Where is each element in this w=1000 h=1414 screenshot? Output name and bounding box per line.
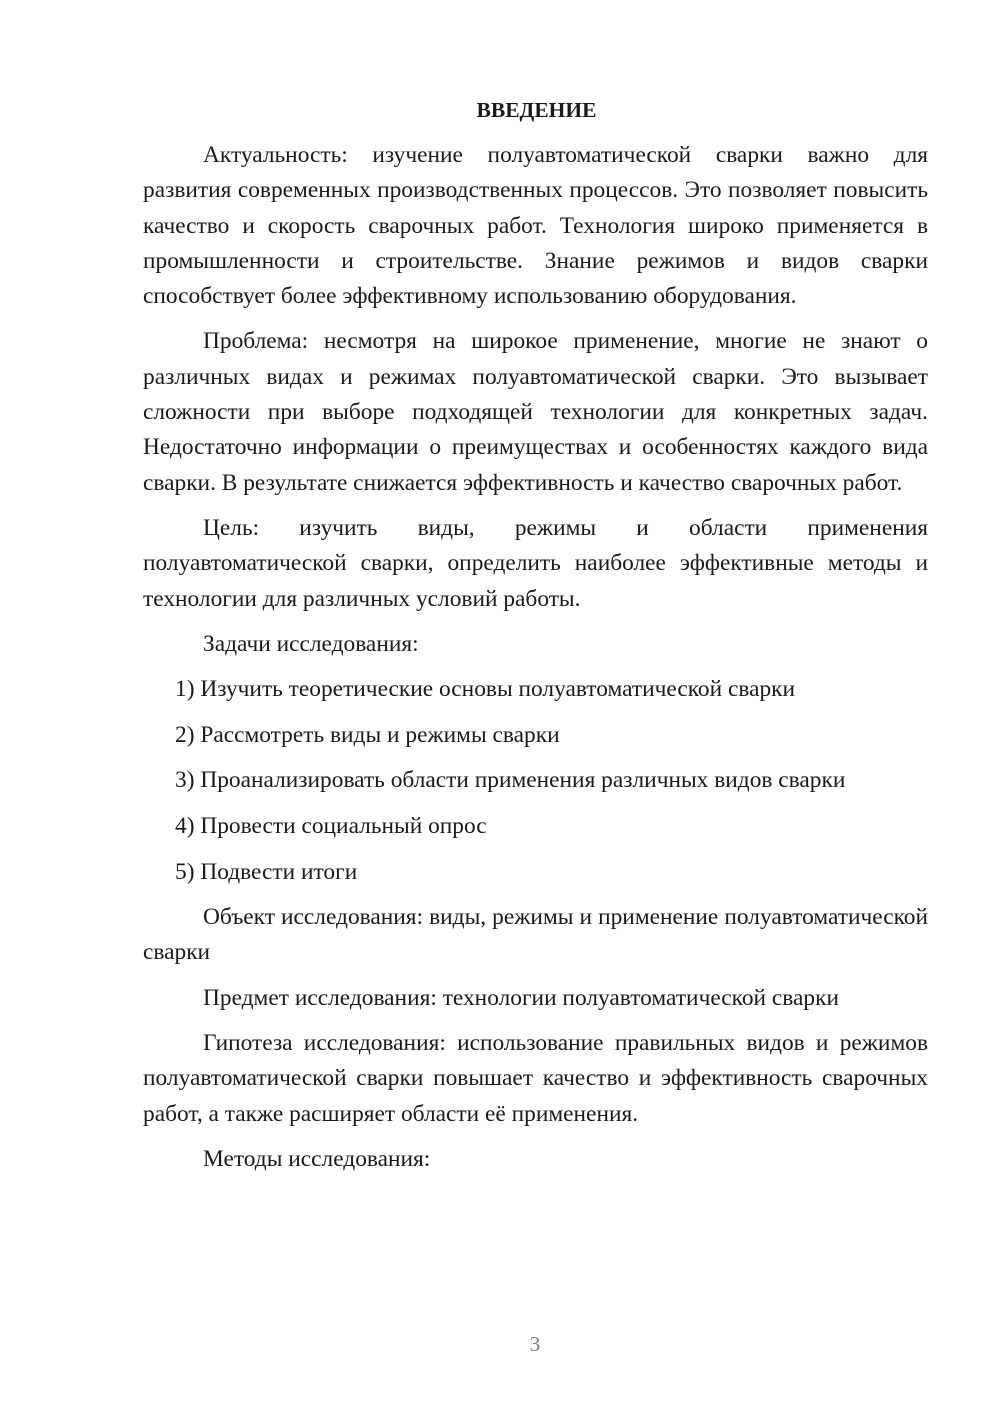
task-item: 5) Подвести итоги (175, 858, 358, 885)
subject-paragraph: Предмет исследования: технологии полуавтоматической сварки (203, 984, 839, 1011)
task-list (143, 672, 928, 890)
task-item: 1) Изучить теоретические основы полуавтоматической сварки (175, 676, 796, 703)
tasks-title: Задачи исследования: (203, 630, 419, 657)
relevance-paragraph: Актуальность: изучение полуавтоматической сварки важно для развития современных производственных процессов. Это позволяет повысить качество и скорость сварочных работ. Технология широко применяется в промышленности и строительстве. Знание режимов и видов сварки способствует более эффективному использованию оборудования. (143, 142, 928, 310)
goal-paragraph: Цель: изучить виды, режимы и области применения полуавтоматической сварки, определить наиболее эффективные методы и технологии для различных условий работы. (143, 514, 928, 612)
page-content (143, 92, 928, 1187)
problem-paragraph: Проблема: несмотря на широкое применение, многие не знают о различных видах и режимах полуавтоматической сварки. Это вызывает сложности при выборе подходящей технологии для конкретных задач. Недостаточно информации о преимуществах и особенностях каждого вида сварки. В результате снижается эффективность и качество сварочных работ. (143, 328, 928, 496)
page-number: 3 (529, 1332, 541, 1356)
task-item: 2) Рассмотреть виды и режимы сварки (175, 721, 560, 748)
section-heading: ВВЕДЕНИЕ (476, 98, 597, 122)
task-item: 3) Проанализировать области применения различных видов сварки (175, 767, 846, 794)
hypothesis-paragraph: Гипотеза исследования: использование правильных видов и режимов полуавтоматической сварки повышает качество и эффективность сварочных работ, а также расширяет области её применения. (143, 1030, 928, 1127)
task-item: 4) Провести социальный опрос (175, 812, 487, 839)
methods-title: Методы исследования: (203, 1145, 431, 1172)
object-paragraph: Объект исследования: виды, режимы и применение полуавтоматической сварки (143, 904, 928, 966)
